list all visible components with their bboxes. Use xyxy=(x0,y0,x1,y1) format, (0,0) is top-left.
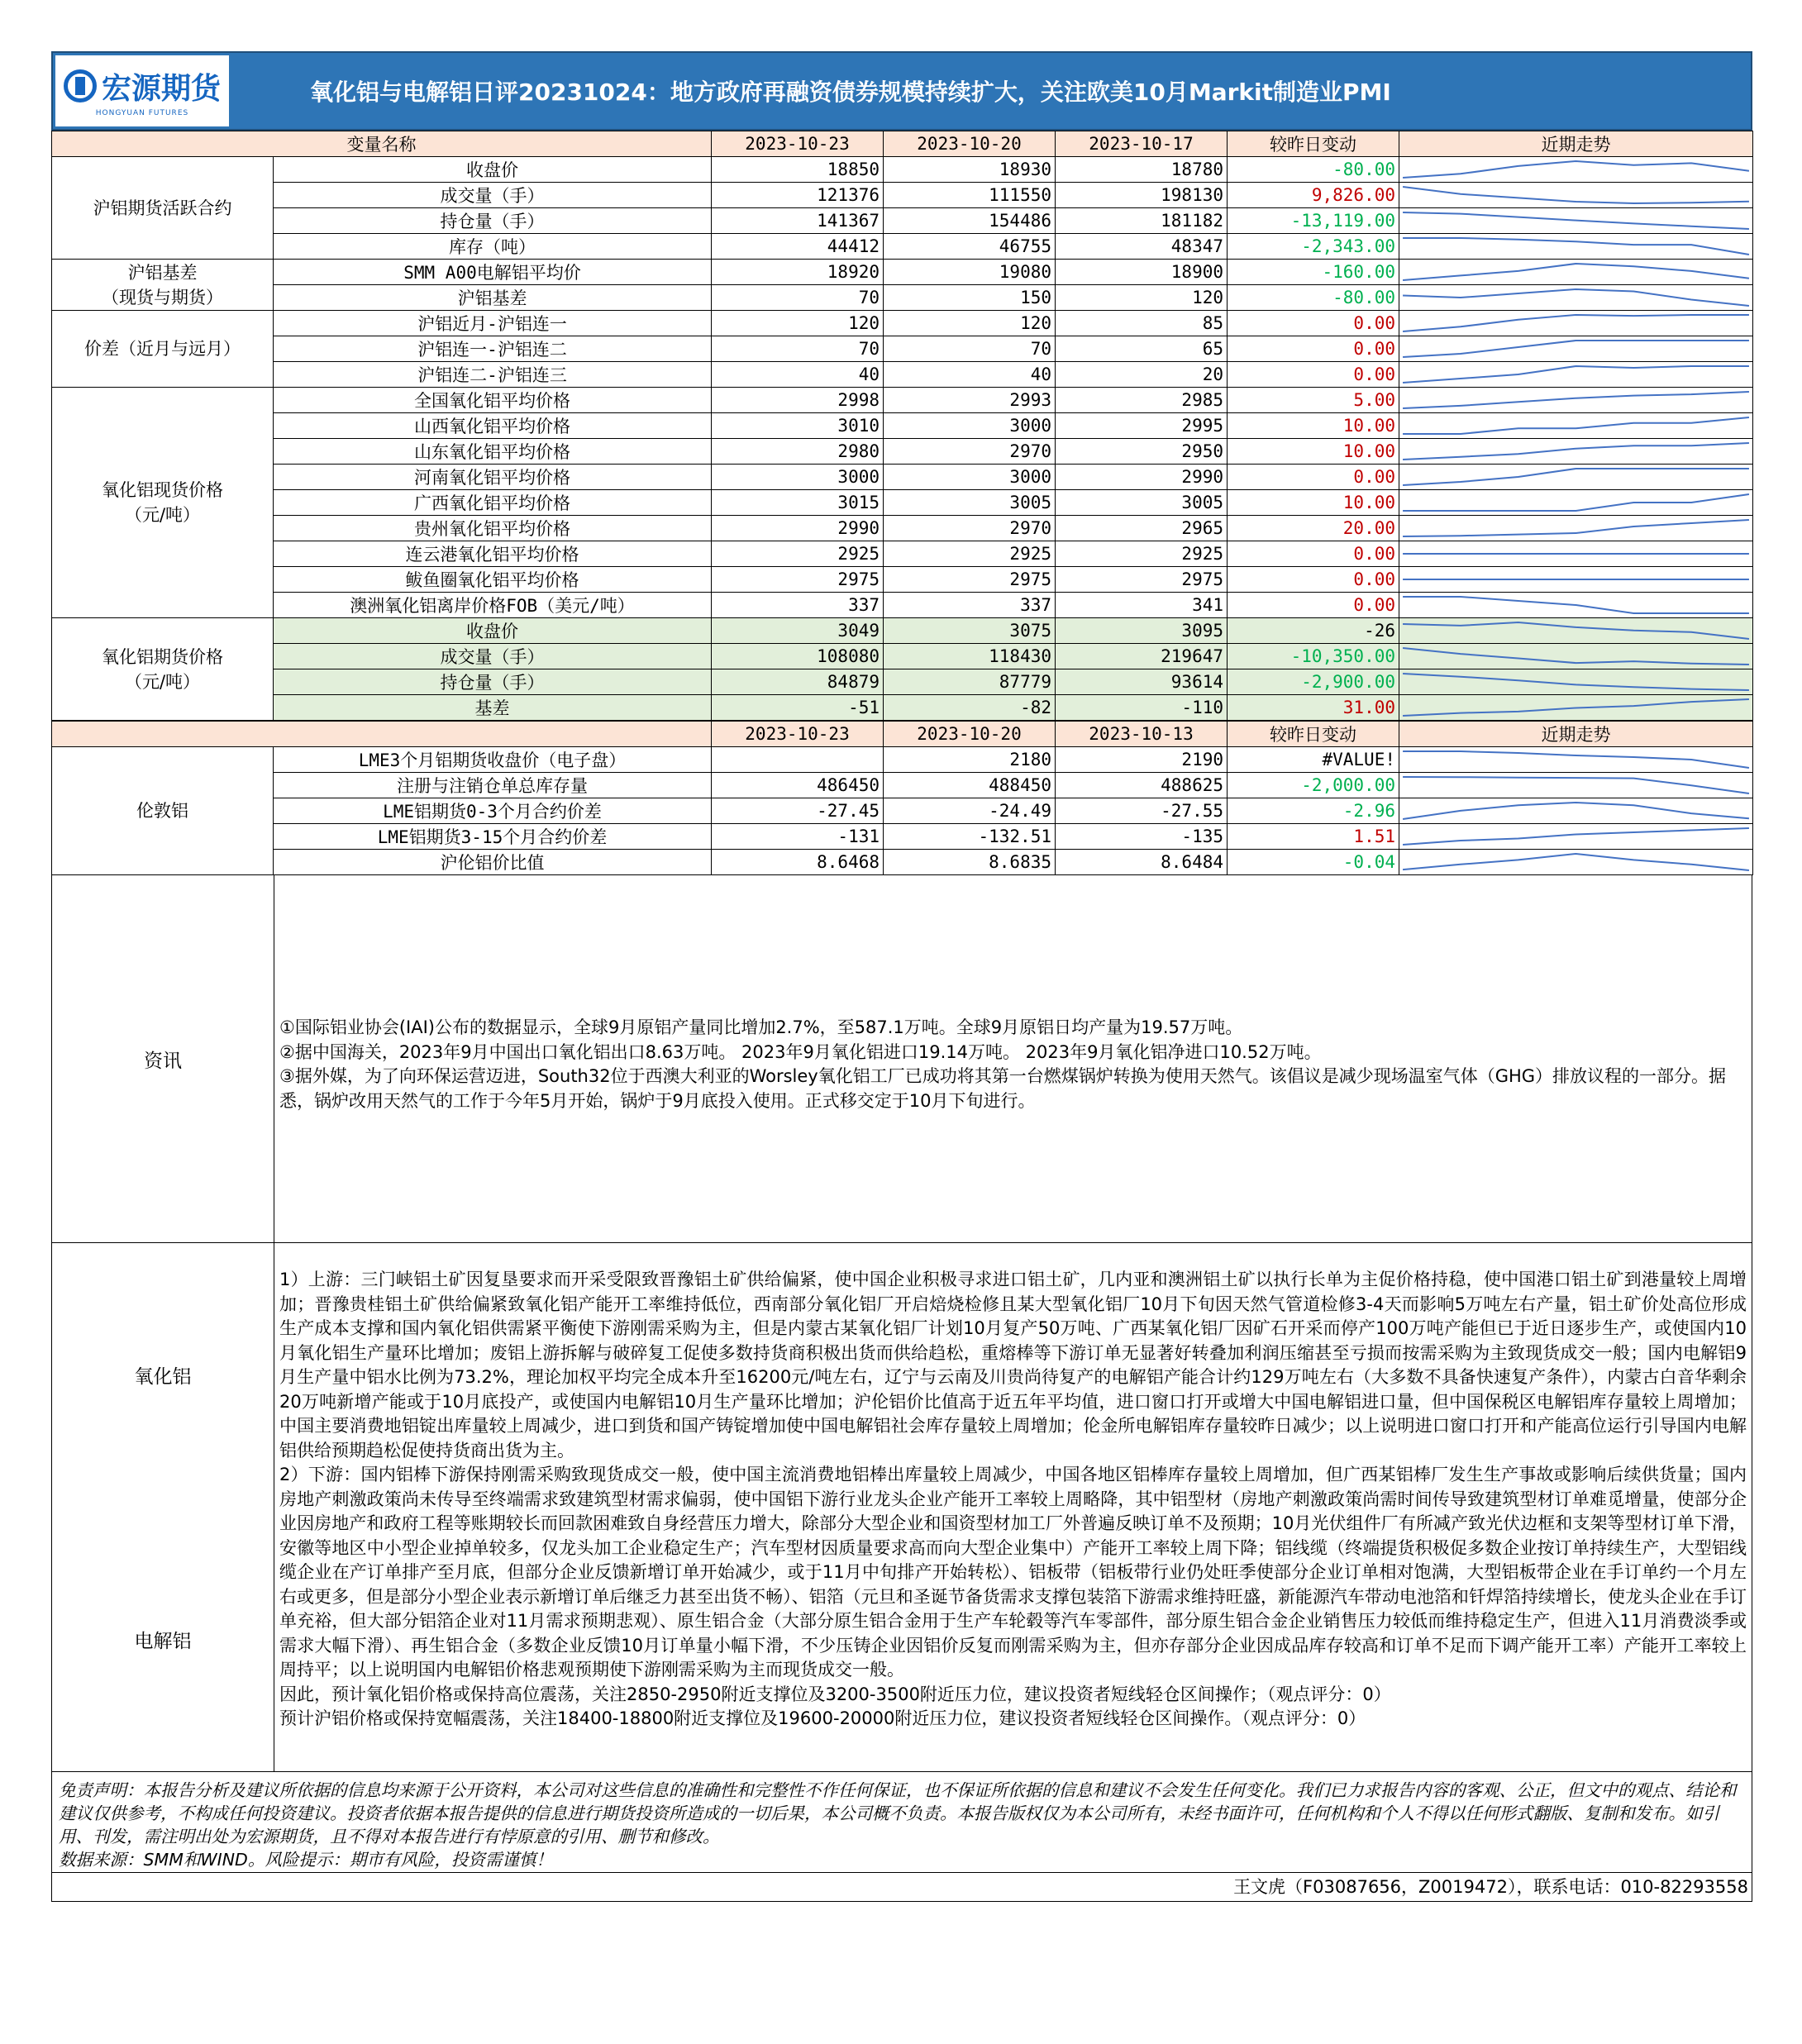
value-date-3: 181182 xyxy=(1056,208,1228,234)
row-name: 沪铝近月-沪铝连一 xyxy=(274,311,712,336)
group-label: 价差（近月与远月） xyxy=(52,311,274,388)
sparkline xyxy=(1399,774,1752,797)
analysis-aluminum-outlook: 预计沪铝价格或保持宽幅震荡，关注18400-18800附近支撑位及19600-20000附近压力位，建议投资者短线轻仓区间操作。（观点评分：0） xyxy=(279,1708,1366,1728)
value-date-1: 337 xyxy=(712,593,884,618)
trend-sparkline xyxy=(1399,850,1753,875)
sparkline xyxy=(1399,568,1752,591)
daily-change: 5.00 xyxy=(1228,388,1399,413)
logo-mark-icon xyxy=(64,69,97,102)
daily-change: -80.00 xyxy=(1228,157,1399,183)
row-name: 沪伦铝价比值 xyxy=(274,850,712,875)
sparkline xyxy=(1399,670,1752,693)
daily-change: 1.51 xyxy=(1228,824,1399,850)
table-row xyxy=(52,362,1753,388)
value-date-1: 121376 xyxy=(712,183,884,208)
row-name: 贵州氧化铝平均价格 xyxy=(274,516,712,541)
daily-change: -10,350.00 xyxy=(1228,644,1399,669)
table-row xyxy=(52,567,1753,593)
trend-sparkline xyxy=(1399,516,1753,541)
row-name: 澳洲氧化铝离岸价格FOB（美元/吨） xyxy=(274,593,712,618)
table-row xyxy=(52,798,1753,824)
row-name: 注册与注销仓单总库存量 xyxy=(274,773,712,798)
value-date-1: 2998 xyxy=(712,388,884,413)
sparkline xyxy=(1399,465,1752,488)
sparkline xyxy=(1399,235,1752,258)
trend-sparkline xyxy=(1399,593,1753,618)
row-name: 基差 xyxy=(274,695,712,721)
value-date-3: 8.6484 xyxy=(1056,850,1228,875)
value-date-2: 2970 xyxy=(884,439,1056,465)
row-name: 广西氧化铝平均价格 xyxy=(274,490,712,516)
daily-change: -2.96 xyxy=(1228,798,1399,824)
value-date-2: 3000 xyxy=(884,413,1056,439)
row-name: 鲅鱼圈氧化铝平均价格 xyxy=(274,567,712,593)
value-date-1: -27.45 xyxy=(712,798,884,824)
value-date-2: 40 xyxy=(884,362,1056,388)
value-date-2: 337 xyxy=(884,593,1056,618)
sparkline xyxy=(1399,748,1752,771)
value-date-3: 93614 xyxy=(1056,669,1228,695)
daily-change: 20.00 xyxy=(1228,516,1399,541)
header-row xyxy=(52,131,1753,157)
sparkline xyxy=(1399,799,1752,822)
row-name: 沪铝连二-沪铝连三 xyxy=(274,362,712,388)
trend-sparkline xyxy=(1399,336,1753,362)
trend-sparkline xyxy=(1399,157,1753,183)
row-name: 沪铝连一-沪铝连二 xyxy=(274,336,712,362)
table-row xyxy=(52,311,1753,336)
table-row xyxy=(52,644,1753,669)
header-date-1: 2023-10-23 xyxy=(712,722,884,747)
row-name: 连云港氧化铝平均价格 xyxy=(274,541,712,567)
value-date-1: 3000 xyxy=(712,465,884,490)
news-label: 资讯 xyxy=(52,875,274,1242)
sparkline xyxy=(1399,312,1752,335)
sparkline xyxy=(1399,696,1752,719)
value-date-3: 219647 xyxy=(1056,644,1228,669)
value-date-2: 3005 xyxy=(884,490,1056,516)
value-date-1: -51 xyxy=(712,695,884,721)
daily-change: 0.00 xyxy=(1228,593,1399,618)
value-date-2: 2975 xyxy=(884,567,1056,593)
value-date-2: 2970 xyxy=(884,516,1056,541)
sparkline xyxy=(1399,593,1752,617)
header-date-2: 2023-10-20 xyxy=(884,131,1056,157)
daily-change: -13,119.00 xyxy=(1228,208,1399,234)
value-date-3: 2990 xyxy=(1056,465,1228,490)
value-date-3: 18780 xyxy=(1056,157,1228,183)
value-date-2: 3075 xyxy=(884,618,1056,644)
table-row xyxy=(52,285,1753,311)
value-date-3: 2965 xyxy=(1056,516,1228,541)
row-name: 成交量（手） xyxy=(274,644,712,669)
report-title: 氧化铝与电解铝日评20231024：地方政府再融资债券规模持续扩大，关注欧美10月Markit制造业PMI xyxy=(310,79,1391,106)
value-date-3: 2190 xyxy=(1056,747,1228,773)
daily-change: 0.00 xyxy=(1228,541,1399,567)
daily-change: 0.00 xyxy=(1228,311,1399,336)
header-trend: 近期走势 xyxy=(1399,722,1753,747)
trend-sparkline xyxy=(1399,669,1753,695)
daily-change: 10.00 xyxy=(1228,413,1399,439)
sparkline xyxy=(1399,158,1752,181)
disclaimer-text: 免责声明：本报告分析及建议所依据的信息均来源于公开资料，本公司对这些信息的准确性和完整性不作任何保证，也不保证所依据的信息和建议不会发生任何变化。我们已力求报告内容的客观、公正，但文中的观点、结论和建议仅供参考，不构成任何投资建议。投资者依据本报告提供的信息进行期货投资所造成的一切后果，本公司概不负责。本报告版权仅为本公司所有，未经书面许可，任何机构和个人不得以任何形式翻版、复制和发布。如引用、刊发，需注明出处为宏源期货，且不得对本报告进行有悖原意的引用、删节和修改。 xyxy=(59,1780,1737,1846)
value-date-2: -24.49 xyxy=(884,798,1056,824)
value-date-3: 3095 xyxy=(1056,618,1228,644)
row-name: 成交量（手） xyxy=(274,183,712,208)
header-change: 较昨日变动 xyxy=(1228,131,1399,157)
group-label: 氧化铝期货价格 （元/吨） xyxy=(52,618,274,721)
daily-change: -0.04 xyxy=(1228,850,1399,875)
value-date-1: 70 xyxy=(712,285,884,311)
value-date-3: 198130 xyxy=(1056,183,1228,208)
sparkline xyxy=(1399,825,1752,848)
row-name: LME铝期货3-15个月合约价差 xyxy=(274,824,712,850)
table-row xyxy=(52,208,1753,234)
trend-sparkline xyxy=(1399,644,1753,669)
value-date-2: 120 xyxy=(884,311,1056,336)
trend-sparkline xyxy=(1399,490,1753,516)
trend-sparkline xyxy=(1399,208,1753,234)
table-row xyxy=(52,850,1753,875)
value-date-1: 120 xyxy=(712,311,884,336)
news-section xyxy=(51,875,1752,1243)
row-name: 河南氧化铝平均价格 xyxy=(274,465,712,490)
value-date-1: -131 xyxy=(712,824,884,850)
group-label: 氧化铝现货价格 （元/吨） xyxy=(52,388,274,618)
trend-sparkline xyxy=(1399,311,1753,336)
report-header xyxy=(51,51,1752,131)
value-date-3: 2975 xyxy=(1056,567,1228,593)
sparkline xyxy=(1399,363,1752,386)
trend-sparkline xyxy=(1399,798,1753,824)
table-row xyxy=(52,465,1753,490)
daily-change: 0.00 xyxy=(1228,336,1399,362)
table-row xyxy=(52,260,1753,285)
news-item: ③据外媒，为了向环保运营迈进，South32位于西澳大利亚的Worsley氧化铝工厂已成功将其第一台燃煤锅炉转换为使用天然气。该倡议是减少现场温室气体（GHG）排放议程的一部分。据悉，锅炉改用天然气的工作于今年5月开始，锅炉于9月底投入使用。正式移交定于10月下旬进行。 xyxy=(279,1066,1727,1111)
header-trend: 近期走势 xyxy=(1399,131,1753,157)
row-name: 持仓量（手） xyxy=(274,669,712,695)
value-date-3: 120 xyxy=(1056,285,1228,311)
table-row xyxy=(52,413,1753,439)
value-date-1: 2980 xyxy=(712,439,884,465)
table-row xyxy=(52,516,1753,541)
daily-change: -80.00 xyxy=(1228,285,1399,311)
sparkline xyxy=(1399,337,1752,360)
daily-change: 0.00 xyxy=(1228,567,1399,593)
aluminum-label: 电解铝 xyxy=(134,1630,192,1652)
value-date-3: -135 xyxy=(1056,824,1228,850)
daily-change: 0.00 xyxy=(1228,362,1399,388)
sparkline xyxy=(1399,209,1752,232)
news-item: ②据中国海关，2023年9月中国出口氧化铝出口8.63万吨。 2023年9月氧化铝进口19.14万吨。 2023年9月氧化铝净进口10.52万吨。 xyxy=(279,1041,1322,1062)
logo-subtitle: HONGYUAN FUTURES xyxy=(95,108,189,117)
table-row xyxy=(52,234,1753,260)
table-row xyxy=(52,669,1753,695)
value-date-2: 3000 xyxy=(884,465,1056,490)
table-row xyxy=(52,490,1753,516)
table-row xyxy=(52,695,1753,721)
trend-sparkline xyxy=(1399,413,1753,439)
header-date-3: 2023-10-17 xyxy=(1056,131,1228,157)
value-date-1: 40 xyxy=(712,362,884,388)
value-date-3: 18900 xyxy=(1056,260,1228,285)
daily-change: 31.00 xyxy=(1228,695,1399,721)
data-source: 数据来源：SMM和WIND。风险提示：期市有风险，投资需谨慎！ xyxy=(59,1850,553,1870)
header-row xyxy=(52,722,1753,747)
sparkline xyxy=(1399,850,1752,874)
value-date-1: 18920 xyxy=(712,260,884,285)
table-row xyxy=(52,439,1753,465)
value-date-1: 486450 xyxy=(712,773,884,798)
row-name: LME3个月铝期货收盘价（电子盘） xyxy=(274,747,712,773)
value-date-1: 2925 xyxy=(712,541,884,567)
header-date-2: 2023-10-20 xyxy=(884,722,1056,747)
sparkline xyxy=(1399,517,1752,540)
value-date-2: 18930 xyxy=(884,157,1056,183)
value-date-2: 118430 xyxy=(884,644,1056,669)
value-date-1: 3010 xyxy=(712,413,884,439)
value-date-3: 2995 xyxy=(1056,413,1228,439)
trend-sparkline xyxy=(1399,388,1753,413)
trend-sparkline xyxy=(1399,285,1753,311)
value-date-2: -132.51 xyxy=(884,824,1056,850)
analysis-alumina-outlook: 因此，预计氧化铝价格或保持高位震荡，关注2850-2950附近支撑位及3200-3500附近压力位，建议投资者短线轻仓区间操作；（观点评分：0） xyxy=(279,1684,1391,1704)
table-row xyxy=(52,747,1753,773)
header-date-3: 2023-10-13 xyxy=(1056,722,1228,747)
lme-data-table xyxy=(51,721,1753,875)
table-row xyxy=(52,773,1753,798)
header-date-1: 2023-10-23 xyxy=(712,131,884,157)
trend-sparkline xyxy=(1399,541,1753,567)
daily-change: -2,900.00 xyxy=(1228,669,1399,695)
table-row xyxy=(52,388,1753,413)
daily-change: 9,826.00 xyxy=(1228,183,1399,208)
value-date-2: 19080 xyxy=(884,260,1056,285)
daily-change: 10.00 xyxy=(1228,490,1399,516)
analyst-contact: 王文虎（F03087656，Z0019472），联系电话：010-82293558 xyxy=(51,1873,1752,1902)
value-date-1: 3015 xyxy=(712,490,884,516)
value-date-3: -110 xyxy=(1056,695,1228,721)
value-date-2: 87779 xyxy=(884,669,1056,695)
trend-sparkline xyxy=(1399,465,1753,490)
row-name: 沪铝基差 xyxy=(274,285,712,311)
sparkline xyxy=(1399,286,1752,309)
sparkline xyxy=(1399,388,1752,412)
row-name: 全国氧化铝平均价格 xyxy=(274,388,712,413)
value-date-1: 44412 xyxy=(712,234,884,260)
sparkline xyxy=(1399,440,1752,463)
trend-sparkline xyxy=(1399,747,1753,773)
row-name: 库存（吨） xyxy=(274,234,712,260)
value-date-3: -27.55 xyxy=(1056,798,1228,824)
daily-change: 0.00 xyxy=(1228,465,1399,490)
value-date-3: 3005 xyxy=(1056,490,1228,516)
daily-change: -26 xyxy=(1228,618,1399,644)
trend-sparkline xyxy=(1399,824,1753,850)
trend-sparkline xyxy=(1399,260,1753,285)
row-name: SMM A00电解铝平均价 xyxy=(274,260,712,285)
row-name: LME铝期货0-3个月合约价差 xyxy=(274,798,712,824)
daily-change: -2,000.00 xyxy=(1228,773,1399,798)
table-row xyxy=(52,618,1753,644)
value-date-2: -82 xyxy=(884,695,1056,721)
table-row xyxy=(52,593,1753,618)
value-date-3: 2950 xyxy=(1056,439,1228,465)
report-sheet xyxy=(51,51,1752,1902)
value-date-2: 488450 xyxy=(884,773,1056,798)
value-date-2: 150 xyxy=(884,285,1056,311)
value-date-3: 85 xyxy=(1056,311,1228,336)
value-date-2: 70 xyxy=(884,336,1056,362)
value-date-1: 18850 xyxy=(712,157,884,183)
value-date-1: 141367 xyxy=(712,208,884,234)
trend-sparkline xyxy=(1399,773,1753,798)
header-change: 较昨日变动 xyxy=(1228,722,1399,747)
trend-sparkline xyxy=(1399,439,1753,465)
table-row xyxy=(52,541,1753,567)
value-date-3: 2985 xyxy=(1056,388,1228,413)
alumina-label: 氧化铝 xyxy=(134,1366,192,1389)
value-date-2: 2993 xyxy=(884,388,1056,413)
group-label: 伦敦铝 xyxy=(52,747,274,875)
header-variable: 变量名称 xyxy=(52,131,712,157)
sparkline xyxy=(1399,183,1752,207)
row-name: 收盘价 xyxy=(274,157,712,183)
value-date-3: 20 xyxy=(1056,362,1228,388)
sparkline xyxy=(1399,414,1752,437)
row-name: 山东氧化铝平均价格 xyxy=(274,439,712,465)
logo-text: 宏源期货 xyxy=(101,71,221,106)
value-date-1: 8.6468 xyxy=(712,850,884,875)
table-row xyxy=(52,183,1753,208)
row-name: 收盘价 xyxy=(274,618,712,644)
value-date-3: 48347 xyxy=(1056,234,1228,260)
sparkline xyxy=(1399,491,1752,514)
disclaimer xyxy=(51,1772,1752,1873)
analysis-downstream: 2）下游：国内铝棒下游保持刚需采购致现货成交一般，使中国主流消费地铝棒出库量较上周减少，中国各地区铝棒库存量较上周增加，但广西某铝棒厂发生生产事故或影响后续供货量；国内房地产刺激政策尚未传导至终端需求致建筑型材需求偏弱，使中国铝下游行业龙头企业产能开工率较上周略降，其中铝型材（房地产刺激政策尚需时间传导致建筑型材订单难觅增量，使部分企业因房地产和政府工程等账期较长而回款困难致自身经营压力增大，除部分大型企业和国资型材加工厂外普遍反映订单不及预期；10月光伏组件厂有所减产致光伏边框和支架等型材订单下滑，安徽等地区中小型企业掉单较多，仅龙头加工企业稳定生产；汽车型材因质量要求高而向大型企业集中）产能开工率较上周下降；铝线缆（终端提货积极促多数企业按订单持续生产，大型铝线缆企业在产订单排产至月底，但部分企业反馈新增订单开始减少，或于11月中旬排产开始转松）、铝板带（铝板带行业仍处旺季使部分企业订单相对饱满，大型铝板带企业在手订单约一个月左右或更多，但是部分小型企业表示新增订单后继乏力甚至出货不畅）、铝箔（元旦和圣诞节备货需求支撑包装箔下游需求维持旺盛，新能源汽车带动电池箔和钎焊箔持续增长，使龙头企业在手订单充裕，但大部分铝箔企业对11月需求预期悲观）、原生铝合金（大部分原生铝合金用于生产车轮毂等汽车零部件，部分原生铝合金企业销售压力较低而维持稳定生产，但进入11月消费淡季或需求大幅下滑）、再生铝合金（多数企业反馈10月订单量小幅下滑，不少压铸企业因铝价反复而刚需采购为主，但亦存部分企业因成品库存较高和订单不足而下调产能开工率）产能开工率较上周持平；以上说明国内电解铝价格悲观预期使下游刚需采购为主而现货成交一般。 xyxy=(279,1465,1747,1680)
sparkline xyxy=(1399,619,1752,642)
value-date-1: 108080 xyxy=(712,644,884,669)
value-date-3: 341 xyxy=(1056,593,1228,618)
group-label: 沪铝期货活跃合约 xyxy=(52,157,274,260)
value-date-1 xyxy=(712,747,884,773)
trend-sparkline xyxy=(1399,234,1753,260)
news-body xyxy=(274,875,1752,1242)
value-date-3: 65 xyxy=(1056,336,1228,362)
value-date-2: 46755 xyxy=(884,234,1056,260)
daily-change: -2,343.00 xyxy=(1228,234,1399,260)
analysis-upstream: 1）上游：三门峡铝土矿因复垦要求而开采受限致晋豫铝土矿供给偏紧，使中国企业积极寻求进口铝土矿，几内亚和澳洲铝土矿以执行长单为主促价格持稳，使中国港口铝土矿到港量较上周增加；晋豫贵桂铝土矿供给偏紧致氧化铝产能开工率维持低位，西南部分氧化铝厂开启焙烧检修且某大型氧化铝厂10月下旬因天然气管道检修3-4天而影响5万吨左右产量，铝土矿价处高位形成生产成本支撑和国内氧化铝供需紧平衡使下游刚需采购为主，但是内蒙古某氧化铝厂计划10月复产50万吨、广西某氧化铝厂因矿石开采而停产100万吨产能但已于近日逐步生产，或使国内10月氧化铝生产量环比增加；废铝上游拆解与破碎复工促使多数持货商积极出货而供给趋松，重熔棒等下游订单无显著好转叠加利润压缩甚至亏损而按需采购为主致现货成交一般；国内电解铝9月生产量中铝水比例为73.2%，理论加权平均完全成本升至16200元/吨左右，辽宁与云南及川贵尚待复产的电解铝产能合计约129万吨左右（大多数不具备快速复产条件），内蒙古白音华剩余20万吨新增产能或于10月底投产，或使国内电解铝10月生产量环比增加；沪伦铝价比值高于近五年平均值，进口窗口打开或增大中国电解铝进口量，但中国保税区电解铝库存量较上周增加；中国主要消费地铝锭出库量较上周减少，进口到货和国产铸锭增加使中国电解铝社会库存量较上周增加；伦金所电解铝库存量较昨日减少；以上说明进口窗口打开和产能高位运行引导国内电解铝供给预期趋松促使持货商出货为主。 xyxy=(279,1270,1747,1460)
group-label: 沪铝基差 （现货与期货） xyxy=(52,260,274,311)
sparkline xyxy=(1399,260,1752,283)
analysis-section xyxy=(51,1243,1752,1772)
trend-sparkline xyxy=(1399,695,1753,721)
table-row xyxy=(52,824,1753,850)
trend-sparkline xyxy=(1399,567,1753,593)
daily-change: #VALUE! xyxy=(1228,747,1399,773)
trend-sparkline xyxy=(1399,618,1753,644)
table-row xyxy=(52,157,1753,183)
market-data-table xyxy=(51,131,1753,721)
daily-change: -160.00 xyxy=(1228,260,1399,285)
value-date-3: 488625 xyxy=(1056,773,1228,798)
news-item: ①国际铝业协会(IAI)公布的数据显示，全球9月原铝产量同比增加2.7%，至587.1万吨。全球9月原铝日均产量为19.57万吨。 xyxy=(279,1017,1243,1037)
value-date-2: 8.6835 xyxy=(884,850,1056,875)
analysis-labels xyxy=(52,1243,274,1771)
value-date-3: 2925 xyxy=(1056,541,1228,567)
value-date-1: 2975 xyxy=(712,567,884,593)
value-date-2: 111550 xyxy=(884,183,1056,208)
sparkline xyxy=(1399,645,1752,668)
value-date-2: 2180 xyxy=(884,747,1056,773)
sparkline xyxy=(1399,542,1752,565)
value-date-1: 2990 xyxy=(712,516,884,541)
header-variable xyxy=(52,722,712,747)
trend-sparkline xyxy=(1399,183,1753,208)
row-name: 持仓量（手） xyxy=(274,208,712,234)
value-date-1: 84879 xyxy=(712,669,884,695)
value-date-1: 70 xyxy=(712,336,884,362)
company-logo xyxy=(55,55,229,126)
row-name: 山西氧化铝平均价格 xyxy=(274,413,712,439)
value-date-2: 154486 xyxy=(884,208,1056,234)
value-date-1: 3049 xyxy=(712,618,884,644)
table-row xyxy=(52,336,1753,362)
value-date-2: 2925 xyxy=(884,541,1056,567)
trend-sparkline xyxy=(1399,362,1753,388)
analysis-body xyxy=(274,1243,1752,1771)
daily-change: 10.00 xyxy=(1228,439,1399,465)
